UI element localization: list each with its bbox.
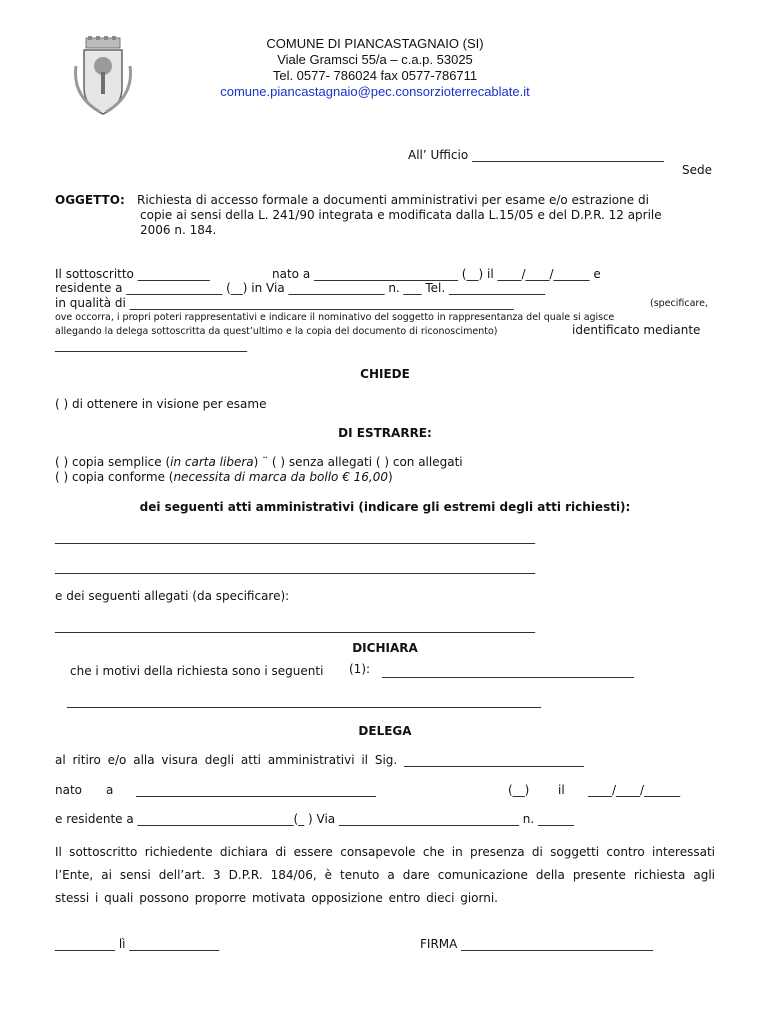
- recipient-sede: Sede: [682, 163, 712, 177]
- oggetto-line-2: copie ai sensi della L. 241/90 integrata e modificata dalla L.15/05 e del D.P.R. 12 aprile: [140, 208, 662, 222]
- allegati-label: e dei seguenti allegati (da specificare):: [55, 589, 290, 603]
- oggetto-line-1: Richiesta di accesso formale a documenti amministrativi per esame e/o estrazione di: [137, 193, 649, 207]
- sottoscritto-role-field[interactable]: in qualità di ________________________________________________________________: [55, 296, 514, 310]
- delega-il-label: il: [558, 783, 565, 797]
- comune-name: COMUNE DI PIANCASTAGNAIO (SI): [266, 36, 484, 51]
- signature-field[interactable]: FIRMA ________________________________: [420, 937, 654, 951]
- delega-heading: DELEGA: [358, 724, 412, 738]
- allegati-field[interactable]: ________________________________________________________________________________: [55, 619, 535, 633]
- comune-header: [190, 36, 560, 100]
- oggetto-line-3: 2006 n. 184.: [140, 223, 217, 237]
- sottoscritto-name-field[interactable]: Il sottoscritto ____________: [55, 267, 210, 281]
- place-date-field[interactable]: __________ lì _______________: [55, 937, 220, 951]
- oggetto-label: OGGETTO:: [55, 193, 125, 207]
- atti-field-1[interactable]: ________________________________________________________________________________: [55, 530, 535, 544]
- dichiara-text: che i motivi della richiesta sono i seguenti: [70, 664, 324, 678]
- sottoscritto-id-field[interactable]: ________________________________: [55, 338, 247, 352]
- sottoscritto-specificare: (specificare,: [650, 298, 708, 309]
- chiede-heading: CHIEDE: [360, 367, 410, 381]
- dichiara-note-ref: (1):: [349, 662, 371, 676]
- recipient-office: All’ Ufficio ________________________________: [408, 148, 664, 162]
- delega-date-field[interactable]: ____/____/______: [588, 783, 681, 797]
- estrarre-option-conforme[interactable]: ( ) copia conforme (necessita di marca da bollo € 16,00): [55, 470, 393, 484]
- comune-address: Viale Gramsci 55/a – c.a.p. 53025: [277, 52, 473, 67]
- sottoscritto-residence-field[interactable]: residente a ________________ (__) in Via ________________ n. ___ Tel. ________________: [55, 281, 546, 295]
- comune-email-link[interactable]: comune.piancastagnaio@pec.consorzioterrecablate.it: [220, 84, 530, 99]
- carta-libera-note: in carta libera: [170, 455, 254, 469]
- dichiara-heading: DICHIARA: [352, 641, 418, 655]
- dichiara-motivi-field[interactable]: __________________________________________: [382, 664, 634, 678]
- delega-a-label: a: [106, 783, 114, 797]
- municipal-crest-icon: [72, 36, 134, 116]
- delega-prov-field[interactable]: (__): [508, 783, 530, 797]
- sottoscritto-birth-field[interactable]: nato a ________________________ (__) il ____/____/______ e: [272, 267, 601, 281]
- declaration-paragraph: Il sottoscritto richiedente dichiara di essere consapevole che in presenza di soggetti contro interessati l’Ente, ai sensi dell’art. 3 D.P.R. 184/06, è tenuto a dare comunicazione della presente richiesta agli stessi i quali possono proporre motivata opposizione entro dieci giorni.: [55, 845, 715, 905]
- dichiara-motivi-field-2[interactable]: _______________________________________________________________________________: [67, 694, 541, 708]
- atti-heading: dei seguenti atti amministrativi (indicare gli estremi degli atti richiesti):: [139, 500, 631, 514]
- marca-bollo-note: necessita di marca da bollo € 16,00: [173, 470, 389, 484]
- atti-field-2[interactable]: ________________________________________________________________________________: [55, 560, 535, 574]
- delega-birthplace-field[interactable]: ________________________________________: [136, 783, 376, 797]
- estrarre-heading: DI ESTRARRE:: [338, 426, 432, 440]
- comune-phone: Tel. 0577- 786024 fax 0577-786711: [272, 68, 478, 83]
- delega-residence-field[interactable]: e residente a __________________________(_ ) Via ______________________________ n. ______: [55, 812, 574, 826]
- estrarre-option-semplice[interactable]: ( ) copia semplice (in carta libera) ¨ ( ) senza allegati ( ) con allegati: [55, 455, 463, 469]
- sottoscritto-identificato: identificato mediante: [572, 323, 701, 337]
- delega-nato-label: nato: [55, 783, 83, 797]
- sottoscritto-delega-note: allegando la delega sottoscritta da quest’ultimo e la copia del documento di riconoscimento): [55, 326, 498, 337]
- delega-sig-field[interactable]: al ritiro e/o alla visura degli atti amministrativi il Sig. ______________________________: [55, 753, 585, 767]
- chiede-option-visione[interactable]: ( ) di ottenere in visione per esame: [55, 397, 267, 411]
- sottoscritto-note-line: ove occorra, i propri poteri rappresentativi e indicare il nominativo del soggetto in rappresentanza del quale si agisce: [55, 312, 615, 323]
